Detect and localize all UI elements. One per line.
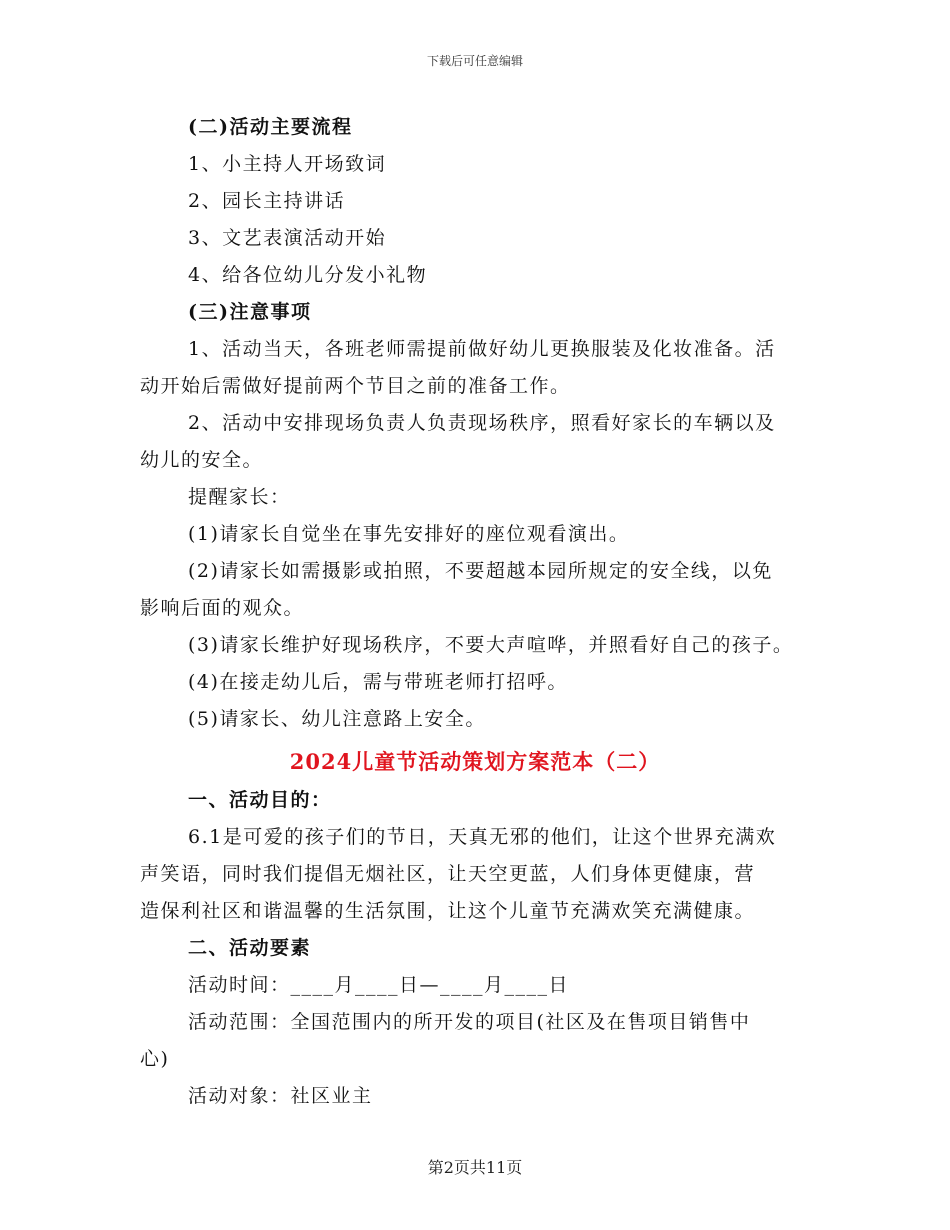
paragraph-line: 影响后面的观众。 [140,597,305,619]
page-header: 下载后可任意编辑 [426,54,523,68]
paragraph-line: 活动范围：全国范围内的所开发的项目(社区及在售项目销售中 [188,1011,751,1033]
paragraph-line: 活动对象：社区业主 [188,1085,373,1107]
paragraph-line: 造保利社区和谐温馨的生活氛围，让这个儿童节充满欢笑充满健康。 [140,900,756,922]
paragraph-line: 声笑语，同时我们提倡无烟社区，让天空更蓝，人们身体更健康，营 [140,863,756,885]
list-item: 4、给各位幼儿分发小礼物 [188,264,428,286]
section-heading: (二)活动主要流程 [188,116,353,138]
list-item: (3)请家长维护好现场秩序，不要大声喧哗，并照看好自己的孩子。 [188,634,794,656]
section-heading: 二、活动要素 [188,937,312,959]
document-title: 2024儿童节活动策划方案范本（二） [289,749,661,774]
page-footer: 第2页共11页 [427,1158,523,1177]
paragraph-line: 2、活动中安排现场负责人负责现场秩序，照看好家长的车辆以及 [188,412,776,434]
list-item: 1、小主持人开场致词 [188,153,387,175]
section-heading: (三)注意事项 [188,301,312,323]
paragraph-line: 6.1是可爱的孩子们的节日，天真无邪的他们，让这个世界充满欢 [188,826,777,848]
paragraph-line: 幼儿的安全。 [140,449,264,471]
list-item: (1)请家长自觉坐在事先安排好的座位观看演出。 [188,523,630,545]
list-item: 2、园长主持讲话 [188,190,346,212]
list-item: (2)请家长如需摄影或拍照，不要超越本园所规定的安全线，以免 [188,560,773,582]
paragraph-line: 心) [140,1048,170,1070]
paragraph-line: 提醒家长： [188,486,291,508]
list-item: 3、文艺表演活动开始 [188,227,387,249]
paragraph-line: 1、活动当天，各班老师需提前做好幼儿更换服装及化妆准备。活 [188,338,776,360]
list-item: (4)在接走幼儿后，需与带班老师打招呼。 [188,671,568,693]
section-heading: 一、活动目的： [188,789,332,811]
paragraph-line: 动开始后需做好提前两个节目之前的准备工作。 [140,375,571,397]
list-item: (5)请家长、幼儿注意路上安全。 [188,708,486,730]
paragraph-line: 活动时间：____月____日—____月____日 [188,974,570,996]
